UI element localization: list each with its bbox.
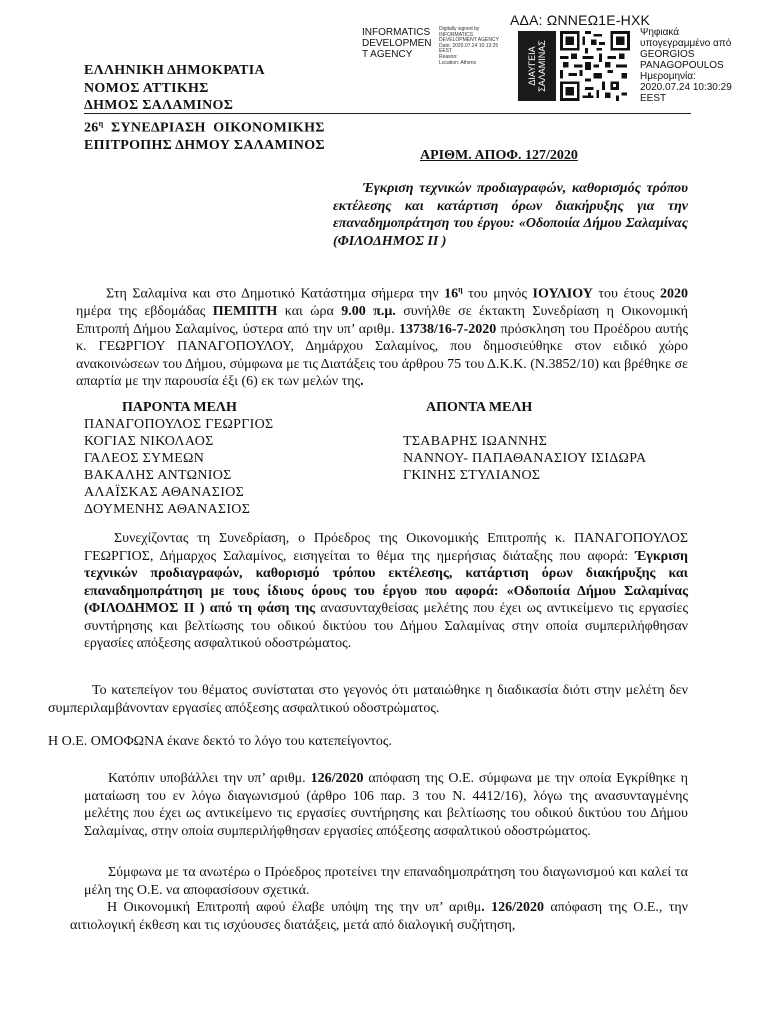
present-member: ΓΑΛΕΟΣ ΣΥΜΕΩΝ	[84, 451, 205, 466]
qr-code-icon	[560, 31, 630, 101]
header-divider	[84, 113, 691, 114]
present-member: ΔΟΥΜΕΝΗΣ ΑΘΑΝΑΣΙΟΣ	[84, 502, 251, 517]
intro-text: του έτους	[592, 286, 660, 302]
intro-period: .	[360, 374, 364, 390]
sig-right-line: Ψηφιακά	[640, 27, 680, 38]
consideration-ref: . 126/2020	[481, 900, 545, 915]
absent-member: ΝΑΝΝΟΥ- ΠΑΠΑΘΑΝΑΣΙΟΥ ΙΣΙΔΩΡΑ	[403, 451, 647, 466]
intro-paragraph	[76, 281, 688, 391]
present-member: ΚΟΓΙΑΣ ΝΙΚΟΛΑΟΣ	[84, 434, 214, 449]
signer-line: T AGENCY	[362, 49, 413, 60]
committee-name: ΕΠΙΤΡΟΠΗΣ ΔΗΜΟΥ ΣΑΛΑΜΙΝΟΣ	[84, 137, 325, 153]
sig-right-line: GEORGIOS	[640, 49, 695, 60]
sig-detail-line: Location: Athens	[439, 59, 476, 66]
sig-detail-line: Digitally signed by	[439, 26, 480, 32]
prior-decision-text: απόφαση της Ο.Ε. σύμφωνα με την οποία Εγκρίθηκε η ματαίωση του εν λόγω διαγωνισμού (άρθρο 106 παρ. 3 του Ν. 4412/16), λόγω της ανασυνταγμένης μελέτης που έχει ως αντικείμενο τις εργασίες συντήρησης και βελτίωσης του οδικού δικτύου του Δήμου Σαλαμίνας, στην οποία συμπεριλήφθησαν εργασίες απόξεσης ασφαλτικού οδοστρώματος.	[84, 771, 688, 839]
meeting-weekday: ΠΕΜΠΤΗ	[212, 304, 278, 320]
signer-line: INFORMATICS	[362, 27, 431, 38]
digital-signature-details	[439, 27, 519, 66]
prior-decision-paragraph	[84, 770, 688, 840]
sig-detail-line: DEVELOPMENT AGENCY	[439, 37, 499, 44]
prior-decision-ref: 126/2020	[310, 771, 364, 786]
digital-signature-text	[640, 27, 765, 104]
invitation-ref: 13738/16-7-2020	[398, 321, 497, 337]
sig-detail-line: EEST	[439, 48, 453, 55]
proposal-text: Συνεχίζοντας τη Συνεδρίαση, ο Πρόεδρος της Οικονομικής Επιτροπής κ. ΠΑΝΑΓΟΠΟΥΛΟΣ ΓΕΩΡΓΙΟΣ, Δήμαρχος Σαλαμίνος, εισηγείται το θέμα της ημερήσιας διάταξης που αφορά:	[84, 531, 688, 564]
consideration-text: Η Οικονομική Επιτροπή αφού έλαβε υπόψη της την υπ’ αριθμ	[107, 900, 482, 915]
meeting-time: 9.00 π.μ.	[341, 304, 396, 320]
proposal-summary-text: Σύμφωνα με τα ανωτέρω ο Πρόεδρος προτείνει την επαναδημοπράτηση του διαγωνισμού και καλεί τα μέλη της Ο.Ε. να αποφασίσουν σχετικά.	[84, 865, 688, 898]
intro-text: συνήλθε σε έκτακτη Συνεδρίαση η Οικονομική Επιτροπή Δήμου Σαλαμίνος, ύστερα από την υπ’ αριθμ.	[76, 304, 688, 337]
stamp-line: ΣΑΛΑΜΙΝΑΣ	[537, 40, 547, 92]
proposal-paragraph	[84, 530, 688, 653]
sig-right-line: 2020.07.24 10:30:29	[640, 82, 732, 93]
sig-right-line: Ημερομηνία:	[640, 71, 696, 82]
meeting-day-ordinal: η	[458, 285, 463, 294]
decision-subject	[333, 180, 688, 250]
signer-line: DEVELOPMEN	[362, 38, 432, 49]
present-members-list	[84, 416, 273, 518]
proposal-summary	[84, 864, 688, 899]
proposal-subject: Έγκριση τεχνικών προδιαγραφών, καθορισμό τρόπου εκτέλεσης, κατάρτιση όρων διακήρυξης και επαναδημοπράτηση με τους ίδιους όρους του έργου που αφορά: «Οδοποιία Δήμου Σαλαμίνας (ΦΙΛΟΔΗΜΟΣ ΙΙ ) από τη φάση της	[84, 548, 688, 616]
session-number: 26	[84, 120, 99, 136]
letterhead-line: ΕΛΛΗΝΙΚΗ ΔΗΜΟΚΡΑΤΙΑ	[84, 63, 265, 78]
sig-detail-line: INFORMATICS	[439, 31, 474, 38]
intro-text: και ώρα	[277, 304, 342, 320]
present-member: ΑΛΑΪΣΚΑΣ ΑΘΑΝΑΣΙΟΣ	[84, 485, 245, 500]
sig-right-line: EEST	[640, 93, 667, 104]
prior-decision-text: Κατόπιν υποβάλλει την υπ’ αριθμ.	[108, 771, 311, 786]
sig-right-line: PANAGOPOULOS	[640, 60, 724, 71]
present-member: ΒΑΚΑΛΗΣ ΑΝΤΩΝΙΟΣ	[84, 468, 232, 483]
intro-text: ημέρα της εβδομάδας	[76, 304, 213, 320]
intro-text: του μηνός	[462, 286, 533, 302]
session-label: ΣΥΝΕΔΡΙΑΣΗ ΟΙΚΟΝΟΜΙΚΗΣ	[103, 120, 325, 136]
consideration-text: απόφαση της Ο.Ε., την αιτιολογική έκθεση και τις ισχύουσες διατάξεις, μετά από διαλογική συζήτηση,	[70, 900, 689, 933]
urgency-accepted: Η Ο.Ε. ΟΜΟΦΩΝΑ έκανε δεκτό το λόγο του κατεπείγοντος.	[48, 734, 392, 749]
letterhead-line: ΝΟΜΟΣ ΑΤΤΙΚΗΣ	[84, 80, 209, 96]
session-ordinal: η	[98, 118, 104, 128]
signer-agency	[362, 27, 436, 60]
urgency-paragraph	[48, 682, 688, 717]
absent-member: ΓΚΙΝΗΣ ΣΤΥΛΙΑΝΟΣ	[403, 468, 541, 483]
diavgeia-stamp	[518, 31, 556, 101]
committee-consideration	[70, 899, 688, 934]
meeting-year: 2020	[660, 286, 688, 302]
intro-text: Στη Σαλαμίνα και στο Δημοτικό Κατάστημα σήμερα την	[106, 286, 445, 302]
intro-text: πρόσκληση του Προέδρου αυτής κ. ΓΕΩΡΓΙΟΥ ΠΑΝΑΓΟΠΟΥΛΟΥ, Δημάρχου Σαλαμίνος, που δημοσιεύθηκε στον ειδικό χώρο ανακοινώσεων του Δήμου, σύμφωνα με τις Διατάξεις του άρθρου 75 του Δ.Κ.Κ. (Ν.3852/10) και βρέθηκε σε απαρτία με την παρουσία έξι (6) εκ των μελών της	[76, 321, 688, 390]
present-members-heading: ΠΑΡΟΝΤΑ ΜΕΛΗ	[122, 400, 237, 415]
ada-code: ΑΔΑ: ΩΝΝΕΩ1Ε-ΗΧΚ	[510, 12, 651, 28]
sig-detail-line: Date: 2020.07.24 10:13:25	[439, 42, 499, 49]
meeting-day: 16	[444, 286, 459, 302]
absent-members-list	[403, 433, 646, 484]
urgency-text: Το κατεπείγον του θέματος συνίσταται στο γεγονός ότι ματαιώθηκε η διαδικασία διότι στην μελέτη δεν συμπεριλαμβάνονταν εργασίες απόξεσης ασφαλτικού οδοστρώματος.	[48, 683, 688, 716]
letterhead	[84, 62, 325, 154]
proposal-text: ανασυνταχθείσας μελέτης που έχει ως αντικείμενο τις εργασίες συντήρησης και βελτίωσης του οδικού δικτύου του Δήμου Σαλαμίνας στην οποία συμπεριλήφθησαν εργασίες απόξεσης ασφαλτικού οδοστρώματος.	[84, 601, 688, 651]
absent-members-heading: ΑΠΟΝΤΑ ΜΕΛΗ	[426, 400, 533, 415]
session-title	[84, 115, 325, 137]
subject-text: Έγκριση τεχνικών προδιαγραφών, καθορισμός τρόπου εκτέλεσης και κατάρτιση όρων διακήρυξης για την επαναδημοπράτηση του έργου: «Οδοποιία Δήμου Σαλαμίνας (ΦΙΛΟΔΗΜΟΣ ΙΙ )	[333, 181, 688, 249]
decision-number: ΑΡΙΘΜ. ΑΠΟΦ. 127/2020	[420, 148, 578, 163]
absent-member: ΤΣΑΒΑΡΗΣ ΙΩΑΝΝΗΣ	[403, 434, 548, 449]
sig-detail-line: Reason:	[439, 53, 458, 60]
sig-right-line: υπογεγραμμένο από	[640, 38, 732, 49]
meeting-month: ΙΟΥΛΙΟΥ	[532, 286, 593, 302]
stamp-line: ΔΙΑΥΓΕΙΑ	[527, 46, 537, 86]
letterhead-line: ΔΗΜΟΣ ΣΑΛΑΜΙΝΟΣ	[84, 98, 234, 113]
present-member: ΠΑΝΑΓΟΠΟΥΛΟΣ ΓΕΩΡΓΙΟΣ	[84, 417, 274, 432]
